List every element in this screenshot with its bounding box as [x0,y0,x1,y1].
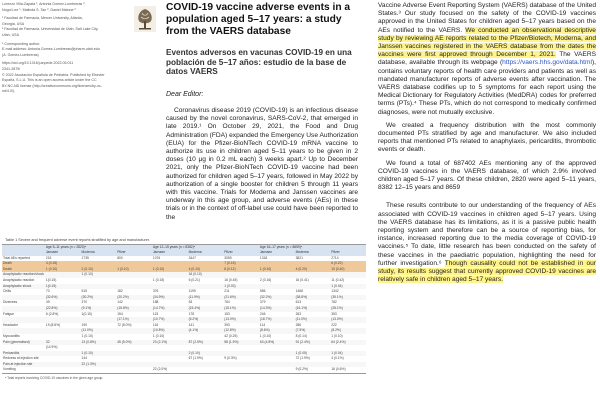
table-cell: (7.5%) [295,328,331,334]
table-cell: 2 (0.16) [259,277,272,282]
table-cell: 1 (0.10) [45,267,81,273]
row-label: Total AEs reported [3,255,30,260]
column-header: Janssen [152,250,188,256]
table-cell: (13.0%) [223,317,259,323]
table-caption: Table 1 Severe and frequent adverse event reports stratified by age and manufacturer. [2,238,366,245]
table-cell: (9.1%) [81,306,117,312]
table-cell: 3821 [295,255,303,260]
table-cell: 1468 [295,289,303,294]
table-cell: 8 (0.12) [223,267,259,273]
table-cell: 114 [259,322,266,327]
row-label: Anaphylactic shock [2,284,45,290]
table-cell: 286 [295,322,302,327]
table-cell: 1342 [331,289,339,294]
table-cell: 154 [117,311,123,316]
table-cell: 67 (1.9%) [188,356,203,361]
table-cell: 4 (0.1%) [331,356,344,361]
methods-text-mid: The VAERS database, available through its webpage ( [378,51,596,67]
table-cell: 4 (0.10) [188,267,224,273]
table-cell: 764 [224,300,230,305]
table-cell: 3059 [224,255,232,260]
adverse-events-table [2,238,366,418]
row-label: Pericarditis [2,351,45,357]
table-cell: 153 [224,311,230,316]
table-cell: 211 [224,289,230,294]
table-cell: 3447 [188,255,196,260]
table-cell: 42 (0.25) [224,333,238,338]
table-cell: 4 (0.15) [45,261,81,267]
group-header: Age 16–17 years (n = 8659)ᵃ [259,245,366,250]
row-label: Dizziness [3,300,18,305]
table-cell: 16 (0.10) [188,272,224,278]
table-cell: 2 (0.10) [81,267,117,273]
table-cell: 613 [295,300,302,305]
table-cell: 144 [81,356,88,361]
table-cell: 32 [45,340,81,346]
article-title-english: COVID-19 vaccine adverse events in a population aged 5–17 years: a study from the VAERS database [166,2,351,37]
table-cell: 370 [81,300,88,305]
table-cell: 64 (2.4%) [330,340,366,346]
table-cell: (10.7%) [152,317,188,323]
table-cell: 2714 [331,255,339,260]
table-cell: 1 (0.10) [259,333,272,338]
table-cell: 13 (0.8%) [81,340,117,346]
table-cell: (32.6%) [45,295,81,301]
table-cell: 91 (2.4%) [295,340,331,346]
table-cell: 141 [188,322,195,327]
table-cell: 49 [45,300,50,305]
table-cell: 115 [152,311,159,316]
column-header: Moderna [81,250,117,256]
table-cell: 9 (0.2%) [295,367,309,372]
table-cell: 1318 [259,255,268,260]
table-cell: 586 [259,289,266,294]
table-cell: 9 (0.3%) [224,356,237,361]
table-cell: 16 (0.6%) [331,367,346,372]
table-cell: 1 (0.10) [116,267,152,273]
table-cell: 23 (2.1%) [152,340,188,346]
table-cell: (15.8%) [116,306,152,312]
table-cell: 1 (0.05) [295,351,331,357]
table-cell: 22 (2.0%) [152,367,168,372]
table-cell: 1735 [81,255,89,260]
table-cell: 1 (0.04) [330,284,366,290]
table-cell: (28.1%) [330,306,366,312]
results-paragraph: We found a total of 687402 AEs mentioning any of the approved COVID-19 vaccines in the VAERS database, of which 2.9% involved children aged 5–17 years. Of these children, 2820 were aged 5–11 years, 8382 12–15 years and 8659 [378,159,596,192]
table-cell: 4 (0.20) [295,267,331,273]
table-cell: 6 (2.8%) [45,311,59,316]
row-label: Redness at injection site [3,356,39,361]
table-cell: (11.0%) [81,328,117,334]
table-cell: 782 [331,300,337,305]
table-cell: (13.0%) [330,317,366,323]
table-cell: (16.1%) [295,306,331,312]
table-footnote: ᵃ Total reports involving COVID-19 vaccines in the given age group. [2,373,366,380]
row-label: Myocarditis [3,333,20,338]
table-cell: 353 [331,311,337,316]
table-cell: (5.2%) [188,317,224,323]
table-cell: 800 [117,255,123,260]
group-header: Age 5–11 years (n = 2820)ᵃ [45,245,152,250]
table-cell: (34.9%) [152,295,188,301]
author-line: Utah, USA [2,32,19,37]
highlighted-methods-sentence: We conducted an observational descriptive study by reviewing AE reports related to the Pfizer/Biotech, Moderna, and Janssen vaccines registered in the VAERS database from the dates the vaccines were first approved through December 1, 2021. [378,26,596,59]
table-cell: (35.1%) [330,295,366,301]
author-line: © 2022 Asociación Española de Pediatría. Published by Elsevier [2,72,105,77]
row-label: Anaphylactic reaction [3,277,35,282]
table-cell: (8.6%) [259,328,295,334]
table-cell: 1(0.15) [81,311,92,316]
table-cell: 182 [117,289,123,294]
table-cell: (15.4%) [188,306,224,312]
row-label: Death [2,267,45,273]
table-cell: 393 [224,322,230,327]
table-body [2,256,366,373]
author-line: España, S.L.U. This is an open access article under the CC [2,78,97,83]
table-cell: 58 (1.9%) [223,340,259,346]
table-cell: 215 [45,255,52,260]
author-line: Lorenzo Villa-Zapata ¹, Antonia Gomez-Lumbreras ², [2,2,86,6]
table-cell: 222 [331,322,337,327]
column-header: Moderna [295,250,331,256]
table-cell: (14.3%) [259,306,295,312]
table-cell: 1076 [152,255,161,260]
table-cell: 1 (0.10) [259,267,295,273]
column-header: Janssen [45,250,81,256]
author-line: https://doi.org/10.1016/j.anpede.2022.05.011 [2,61,74,66]
table-cell: 1 (0.10) [81,272,117,278]
middle-column [166,107,358,227]
table-cell: 376 [152,289,159,294]
table-cell: 1 (0.10) [152,267,188,273]
table-cell: (38.8%) [295,295,331,301]
table-cell: 188 [152,300,159,305]
author-line: E-mail address: Antonia.Gomez-Lumbreras@pharm.utah.edu [2,47,100,52]
table-cell: 19 (8.8%) [45,322,61,327]
row-label: Death [2,261,45,267]
table-cell: 1 (0.03) [223,284,259,290]
column-header: Pfizer [223,250,259,256]
table-cell: 116 [152,322,159,327]
row-label: Headache [3,322,19,327]
author-line [2,58,130,60]
table-cell: 11 (0.42) [331,277,345,282]
table-cell: (4.1%) [188,328,224,334]
table-cell: 1 (0.10) [331,333,343,338]
column-header: Pfizer [116,250,152,256]
table-cell: (30.2%) [81,295,117,301]
table-cell: 72 (8.0%) [117,322,132,327]
table-cell: 2 (0.10) [188,351,224,357]
table-cell: (11.9%) [188,295,224,301]
author-line: nd/4.0/). [2,89,16,94]
table-cell: 16 (0.41) [295,277,309,282]
author-line: Georgia, USA [2,21,25,26]
table-cell: (14.9%) [45,345,58,350]
row-label: Pain at injection site [2,362,45,368]
author-line [2,13,130,15]
article-title-spanish: Eventos adversos en vacunas COVID-19 en una población de 5–17 años: estudio de la base de datos VAERS [166,48,352,77]
author-line: * Corresponding author. [2,41,40,46]
table-cell: 515 [81,289,88,294]
table-cell: 1199 [188,289,196,294]
column-header: Moderna [188,250,224,256]
table-cell: 1 (0.10) [81,351,117,357]
table-cell: (22.8%) [45,306,81,312]
author-line: 2341-2879/ [2,66,21,71]
table-cell: (12.8%) [223,328,259,334]
table-cell: (15.1%) [223,306,259,312]
author-line: (A. Gomez-Lumbreras) [2,52,39,57]
methods-paragraph [378,2,596,117]
column-header: Janssen [259,250,295,256]
table-cell: 178 [188,311,195,316]
row-label: Vomiting [3,367,16,372]
intro-paragraph: Coronavirus disease 2019 (COVID-19) is an infectious disease caused by the novel coronavirus, SARS-CoV-2, that emerged in late 2019.¹ On October 29, 2021, the Food and Drug Administration (FDA) expanded the Emergency Use Authorization (EUA) for the Pfizer-BioNTech COVID-19 mRNA vaccine to authorize its use in children aged 5–11 years to be given in 2 doses (10 μg in 0.2 mL each) 3 weeks apart.² Up to December 2021, only the Pfizer-BioNTech COVID-19 vaccine had been authorized for children aged 5–17 years, followed in May 2022 by authorization of a single booster for children 5 through 11 years with this vaccine. Trials for Moderna and Janssen vaccines are underway in this age group, and adverse events (AEs) in these trials or in the context of off-label use could have been reported to the [166,107,358,221]
table-cell: 379 [259,300,266,305]
table-cell: 10 (0.40) [330,267,366,273]
vaers-link[interactable]: https://vaers.hhs.gov/data.html [502,59,592,67]
table-cell: (32.2%) [259,295,295,301]
table-cell: 1 (0.10) [81,333,93,338]
table-cell: 263 [295,311,302,316]
table-cell: 70 [45,289,50,294]
row-label: Fatigue [3,311,14,316]
discussion-text: These results contribute to our understanding of the frequency of AEs associated with COVID-19 vaccines in children aged 5–17 years. Using the VAERS database has its limitations, as it is a passive public health reporting system and therefore can be a source of reporting bias, for instance, increased reporting due to the media coverage of COVID-19 vaccines.⁵ To date, little research has been conducted on the safety of these vaccines in the paediatric population, highlighting the need for further investigation.⁶ [378,202,596,267]
data-table [2,245,366,373]
author-line: ¹ Facultad de Farmacia, Mercer University, Atlanta, [2,16,83,21]
table-cell: 72 (1.9%) [295,356,310,361]
table-cell: (20.2%) [116,295,152,301]
row-label: Anaphylactic reaction/shock [3,272,44,277]
row-label: Pain (generalised) [2,340,45,346]
table-cell: 142 [117,300,123,305]
table-cell: 1 (0.04) [330,351,366,357]
right-column [378,2,596,290]
table-cell: (18.7%) [259,317,295,323]
table-cell: (11.0%) [295,317,331,323]
author-affiliations [2,2,130,95]
discussion-paragraph [378,202,596,284]
table-cell: 16 (0.45) [224,277,238,282]
table-cell: 87 (2.5%) [188,340,224,346]
table-cell: 45 (5.0%) [116,340,152,346]
table-cell: (21.6%) [223,295,259,301]
table-cell: 22 (1.3%) [81,362,117,368]
group-header: Age 12–15 years (n = 8382)ᵃ [152,245,259,250]
methods-text-start: Vaccine Adverse Event Reporting System (VAERS) database of the United States.³ Our study focused on the safety of the COVID-19 vaccines approved in the United States for children aged 5–17 years based on the AEs notified to the VAERS. [378,2,596,34]
table-cell: 53 [188,300,193,305]
table-cell: 63 (4.8%) [259,340,295,346]
table-cell: 8 (0.14) [295,333,307,338]
table-cell: 7 (0.15) [223,261,259,267]
salutation: Dear Editor: [166,91,204,98]
elsevier-tree-logo [134,6,156,32]
table-cell: 246 [259,311,266,316]
methods-text-end: ), contains voluntary reports of health care providers and patients as well as mandated manufacturer reports of adverse events after vaccination. The VAERS database codifies up to 5 symptoms for each report using the Medical Dictionary for Regulatory Activities (MedDRA) codes for preferred terms (PTs).⁴ These PTs, which do not correspond to medically confirmed diagnoses, were not mutually exclusive. [378,59,596,116]
highlighted-conclusion-sentence: Though causality could not be established in our study, its results suggest that currently approved COVID-19 vaccines are relatively safe in children aged 5–17 years. [378,259,597,284]
author-line: Nogol Lee ¹, Malinda S. Tan ², Daniel Malone ² [2,7,76,12]
table-cell: 1 (0.10) [152,333,165,338]
table-cell: 1 (0.15) [152,277,165,282]
table-cell: 6 (0.22) [330,261,366,267]
frequency-paragraph: We created a frequency distribution with the most commonly documented PTs stratified by age and manufacturer. We also included reports that mentioned PTs related to anaphylaxis, pericarditis, thrombotic events or death. [378,121,596,154]
author-line: ² Facultad de Farmacia, Universidad de Utah, Salt Lake City, [2,27,99,32]
table-cell: 190 [81,322,88,327]
table-cell: 1(0.15) [45,284,81,290]
author-line [2,39,130,41]
row-label: Chills [3,289,12,294]
table-cell: (17.1%) [116,317,152,323]
table-cell: 1(0.15) [45,277,57,282]
table-cell: 6 (0.21) [188,277,200,282]
table-cell: (14.7%) [152,306,188,312]
table-cell: (8.2%) [330,328,366,334]
column-header: Pfizer [330,250,366,256]
table-cell: (10.8%) [152,328,188,334]
author-line: BY-NC-ND license (http://creativecommons.org/licenses/by-nc- [2,83,102,88]
